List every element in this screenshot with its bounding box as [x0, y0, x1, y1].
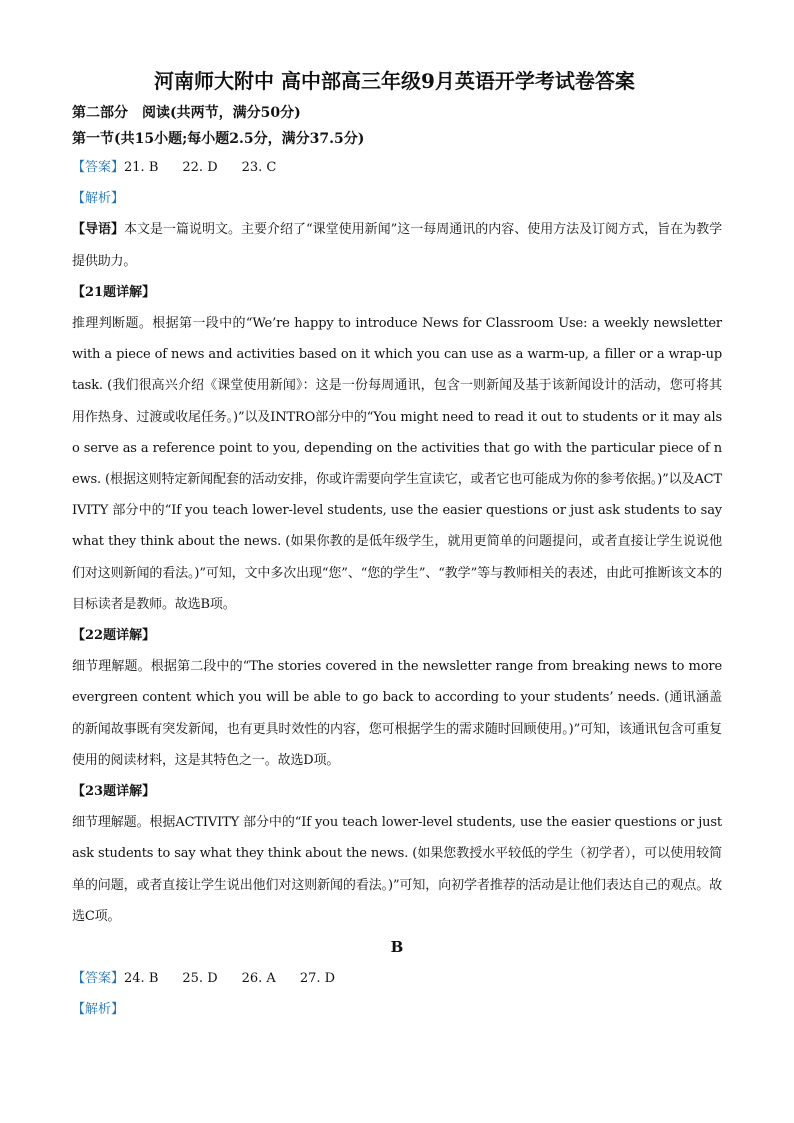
answer-label: 【答案】 [72, 160, 125, 175]
answer-label: 【答案】 [72, 971, 125, 987]
q22-heading: 【22题详解】 [72, 628, 156, 644]
answer-item: 27. D [299, 971, 336, 987]
q23-explanation: 细节理解题。根据ACTIVITY 部分中的“If you teach lower-level students, use the easier questions or just ask students to say what they think about the news. (如果您教授水平较低的学生（初学者），可以使用较简单的问题，或者直接让学生说出他们对这则新闻的看法。)”可知，向初学者推荐的活动是让他们表达自己的观点。故选C项。 [72, 815, 722, 924]
q21-heading: 【21题详解】 [72, 284, 156, 300]
answer-item: 26. A [241, 971, 276, 987]
answer-document [72, 66, 722, 1025]
answer-row-a [72, 152, 722, 183]
passage-b-heading: B [390, 938, 404, 957]
q21-explanation: 推理判断题。根据第一段中的“We’re happy to introduce News for Classroom Use: a weekly newsletter with a piece of news and activities based on it which you can use as a warm-up, a filler or a wrap-up task. (我们很高兴介绍《课堂使用新闻》：这是一份每周通讯，包含一则新闻及基于该新闻设计的活动，您可将其用作热身、过渡或收尾任务。)”以及INTRO部分中的“You might need to read it out to students or it may also serve as a reference point to you, depending on the activities that go with the particular piece of news. (根据这则特定新闻配套的活动安排，你或许需要向学生宣读它，或者它也可能成为你的参考依据。)”以及ACTIVITY 部分中的“If you teach lower-level students, use the easier questions or just ask students to say what they think about the news. (如果你教的是低年级学生，就用更简单的问题提问，或者直接让学生说说他们对这则新闻的看法。)”可知，文中多次出现“您”、“您的学生”、“教学”等与教师相关的表述，由此可推断该文本的目标读者是教师。故选B项。 [72, 316, 722, 612]
part-heading: 第二部分 阅读(共两节，满分50分) [72, 105, 301, 121]
answer-item: 21. B [124, 160, 159, 175]
analysis-label: 【解析】 [72, 1002, 125, 1018]
answer-item: 24. B [124, 971, 159, 987]
answer-item: 22. D [182, 160, 218, 175]
guide-text: 本文是一篇说明文。主要介绍了“课堂使用新闻”这一每周通讯的内容、使用方法及订阅方式，旨在为教学提供助力。 [72, 222, 722, 269]
section-heading: 第一节(共15小题;每小题2.5分，满分37.5分) [72, 131, 365, 147]
q22-explanation: 细节理解题。根据第二段中的“The stories covered in the newsletter range from breaking news to more evergreen content which you will be able to go back to according to your students’ needs. (通讯涵盖的新闻故事既有突发新闻，也有更具时效性的内容，您可根据学生的需求随时回顾使用。)”可知，该通讯包含可重复使用的阅读材料，这是其特色之一。故选D项。 [72, 659, 722, 768]
analysis-label: 【解析】 [72, 191, 125, 207]
answer-item: 25. D [182, 971, 218, 987]
q23-heading: 【23题详解】 [72, 784, 156, 800]
guide-paragraph [72, 214, 722, 276]
guide-label: 【导语】 [72, 222, 124, 238]
answer-item: 23. C [241, 160, 277, 175]
answer-row-b [72, 963, 722, 994]
document-title: 河南师大附中 高中部高三年级9月英语开学考试卷答案 [154, 69, 635, 93]
